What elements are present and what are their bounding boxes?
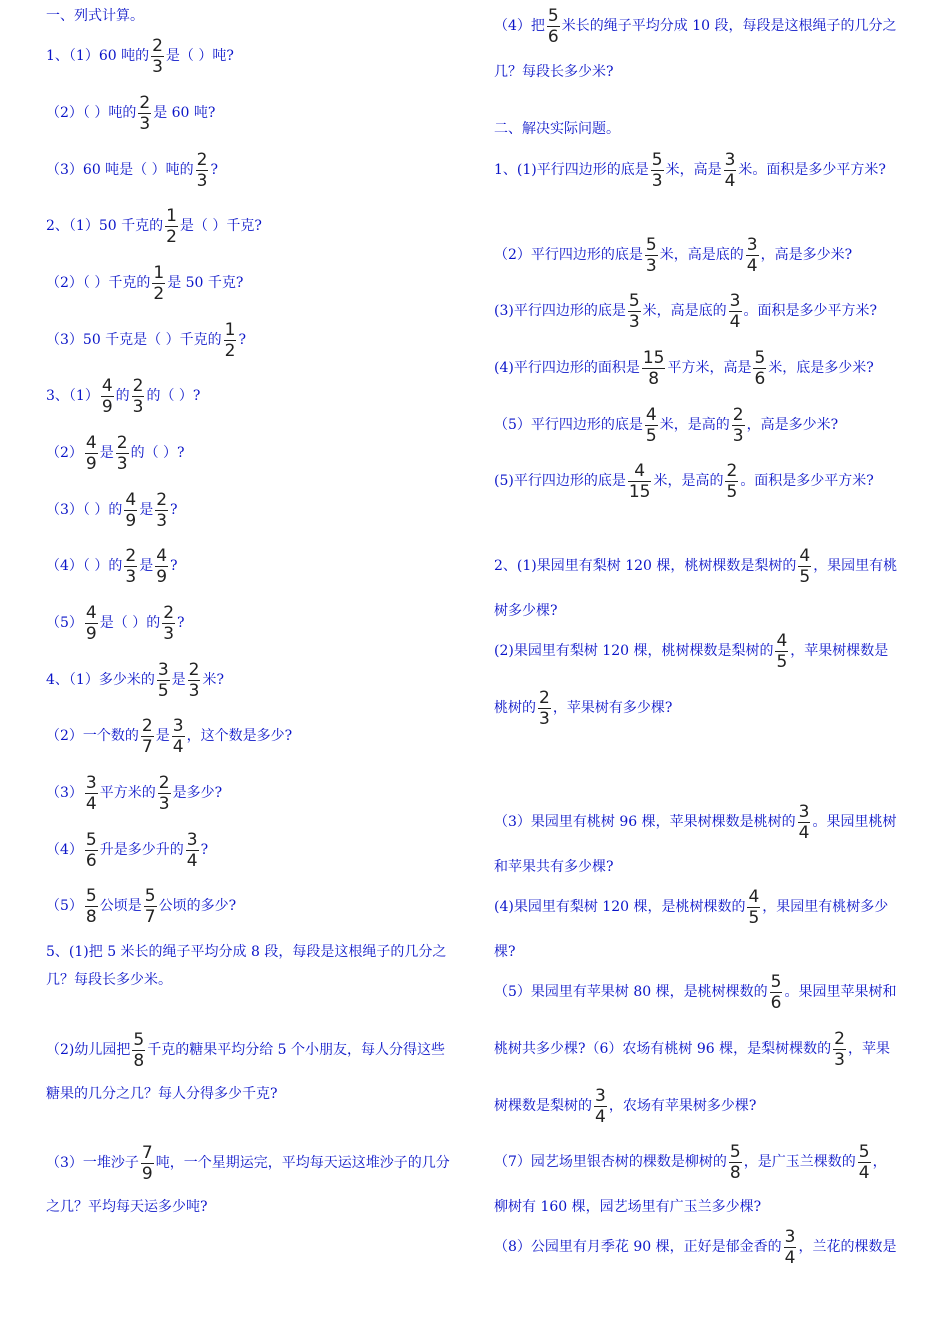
question-text: 4、（1）多少米的: [46, 672, 155, 688]
fraction: [188, 661, 201, 700]
question-text: ?: [200, 842, 209, 858]
fraction-numerator: 2: [539, 687, 550, 708]
fraction-numerator: 2: [141, 715, 153, 736]
fraction-denominator: 5: [726, 481, 738, 502]
question-line: [46, 85, 476, 141]
question-text: （4）把: [494, 18, 545, 34]
question-text: 。面积是多少平方米?: [743, 303, 878, 319]
fraction-numerator: 1: [153, 262, 165, 283]
question-text: 是: [139, 502, 154, 518]
fraction-numerator: 4: [125, 489, 137, 510]
fraction: [144, 887, 157, 926]
fraction-numerator: 4: [748, 886, 760, 907]
fraction-denominator: 2: [153, 283, 165, 304]
question-line: [494, 623, 924, 679]
question-text: 升是多少升的: [99, 842, 184, 858]
fraction-numerator: 2: [125, 545, 137, 566]
question-text: 3、（1）: [46, 388, 99, 404]
fraction-numerator: 5: [133, 1029, 145, 1050]
question-text: ，: [872, 1154, 887, 1170]
question-text: （5）平行四边形的底是: [494, 417, 643, 433]
question-text: 公顷的多少?: [158, 898, 237, 914]
question-text: （2）一个数的: [46, 728, 139, 744]
fraction-denominator: 9: [101, 396, 113, 417]
fraction-denominator: 2: [224, 340, 236, 361]
question-text: ，是广玉兰棵数的: [743, 1154, 856, 1170]
question-line: [494, 680, 924, 736]
fraction-numerator: 3: [595, 1085, 606, 1106]
question-text: ，高是多少米?: [746, 417, 839, 433]
fraction-denominator: 8: [85, 906, 97, 927]
fraction: [186, 831, 199, 870]
question-text: （3）一堆沙子: [46, 1155, 139, 1171]
fraction: [746, 236, 759, 275]
question-line: [494, 142, 924, 198]
fraction-denominator: 7: [144, 906, 156, 927]
fraction-numerator: 1: [166, 205, 177, 226]
fraction-numerator: 2: [158, 772, 170, 793]
fraction-denominator: 6: [770, 992, 782, 1013]
question-text: （4）: [46, 842, 83, 858]
question-text: （5）果园里有苹果树 80 棵，是桃树棵数的: [494, 984, 768, 1000]
question-text: （3）60 吨是（ ）吨的: [46, 162, 194, 178]
question-text: ?: [238, 332, 246, 348]
fraction-numerator: 2: [139, 92, 151, 113]
question-text: （2）（ ）吨的: [46, 105, 137, 121]
fraction-numerator: 2: [834, 1028, 845, 1049]
question-line: [46, 822, 476, 878]
question-text: （3）（ ）的: [46, 502, 123, 518]
fraction-denominator: 7: [141, 736, 153, 757]
fraction-denominator: 9: [141, 1163, 153, 1184]
question-text: 吨，一个星期运完，平均每天运这堆沙子的几分: [155, 1155, 450, 1171]
question-text: 是 60 吨?: [153, 105, 216, 121]
question-line: [46, 425, 476, 481]
fraction-numerator: 5: [729, 1141, 741, 1162]
question-text: 棵?: [494, 944, 516, 960]
fraction: [729, 1143, 742, 1182]
question-text: （5）: [46, 615, 83, 631]
fraction: [547, 7, 560, 46]
question-text: ，果园里有桃: [813, 558, 898, 574]
fraction-denominator: 3: [158, 793, 170, 814]
fraction: [85, 434, 98, 473]
question-text: ，农场有苹果树多少棵?: [608, 1098, 757, 1114]
fraction: [85, 887, 98, 926]
fraction-denominator: 4: [724, 170, 736, 191]
question-text: ?: [210, 162, 218, 178]
fraction-numerator: 15: [642, 347, 665, 368]
fraction: [833, 1030, 846, 1069]
question-text: 桃树共多少棵?（6）农场有桃树 96 棵，是梨树棵数的: [494, 1041, 832, 1057]
question-text: (3)平行四边形的底是: [494, 303, 626, 319]
question-text: 一、列式计算。: [46, 8, 144, 24]
fraction-denominator: 4: [858, 1162, 870, 1183]
question-text: 桃树的: [494, 700, 536, 716]
fraction-denominator: 3: [163, 623, 175, 644]
question-text: 糖果的几分之几？每人分得多少千克?: [46, 1086, 278, 1102]
fraction-numerator: 5: [651, 149, 663, 170]
fraction: [538, 689, 551, 728]
fraction: [784, 1228, 797, 1267]
question-text: 是: [155, 728, 170, 744]
question-line: [494, 453, 924, 509]
question-text: 米。面积是多少平方米?: [738, 162, 886, 178]
question-text: 米，高是底的: [642, 303, 727, 319]
fraction: [798, 803, 811, 842]
fraction: [157, 661, 170, 700]
fraction-denominator: 9: [85, 623, 97, 644]
fraction-denominator: 3: [188, 680, 200, 701]
fraction: [628, 462, 652, 501]
question-line: [46, 28, 476, 84]
question-line: [494, 1021, 924, 1077]
question-text: 几？每段长多少米?: [494, 64, 614, 80]
fraction-numerator: 4: [645, 404, 657, 425]
question-text: 之几？平均每天运多少吨?: [46, 1199, 208, 1215]
fraction: [645, 236, 658, 275]
question-line: [494, 340, 924, 396]
question-line: [46, 482, 476, 538]
fraction-denominator: 4: [798, 822, 810, 843]
question-text: 是 50 千克?: [167, 275, 244, 291]
fraction: [798, 547, 811, 586]
fraction: [85, 604, 98, 643]
fraction-denominator: 8: [648, 368, 660, 389]
fraction-numerator: 5: [628, 290, 640, 311]
fraction-denominator: 9: [156, 566, 168, 587]
fraction-numerator: 2: [732, 404, 744, 425]
fraction-denominator: 5: [799, 566, 811, 587]
question-text: 。面积是多少平方米?: [740, 473, 874, 489]
fraction: [101, 377, 114, 416]
question-line: [46, 142, 476, 198]
question-text: 。果园里苹果树和: [784, 984, 897, 1000]
question-text: 二、解决实际问题。: [494, 121, 620, 137]
fraction-denominator: 8: [729, 1162, 741, 1183]
fraction-numerator: 4: [634, 460, 646, 481]
fraction: [162, 604, 175, 643]
question-text: 1、（1）60 吨的: [46, 48, 150, 64]
fraction: [151, 37, 164, 76]
question-text: 是多少?: [172, 785, 223, 801]
question-text: ?: [170, 502, 178, 518]
fraction-denominator: 4: [172, 736, 184, 757]
question-text: （2）: [46, 445, 83, 461]
fraction-denominator: 3: [732, 425, 744, 446]
question-text: ，苹果: [847, 1041, 890, 1057]
fraction-numerator: 4: [85, 602, 97, 623]
fraction-denominator: 3: [116, 453, 128, 474]
fraction: [732, 406, 745, 445]
fraction: [196, 151, 209, 190]
fraction-numerator: 5: [645, 234, 657, 255]
fraction: [594, 1087, 607, 1126]
fraction: [858, 1143, 871, 1182]
question-line: [494, 397, 924, 453]
question-line: [46, 765, 476, 821]
question-text: （2）（ ）千克的: [46, 275, 151, 291]
question-line: [494, 227, 924, 283]
fraction-numerator: 4: [101, 375, 113, 396]
question-text: ，这个数是多少?: [186, 728, 293, 744]
fraction: [628, 292, 641, 331]
question-text: （3）果园里有桃树 96 棵，苹果树棵数是桃树的: [494, 814, 796, 830]
fraction: [725, 462, 738, 501]
fraction: [775, 632, 788, 671]
question-line: [46, 312, 476, 368]
fraction-numerator: 3: [798, 801, 810, 822]
fraction-numerator: 5: [144, 885, 156, 906]
question-text: 米，是高的: [659, 417, 730, 433]
question-line: [46, 255, 476, 311]
fraction: [132, 377, 145, 416]
question-line: [494, 964, 924, 1020]
fraction: [116, 434, 129, 473]
question-text: 米，高是: [665, 162, 722, 178]
fraction: [85, 831, 98, 870]
fraction-numerator: 1: [224, 319, 236, 340]
fraction-denominator: 3: [132, 396, 144, 417]
question-text: ?: [170, 558, 178, 574]
fraction: [724, 151, 737, 190]
fraction-numerator: 3: [172, 715, 184, 736]
fraction: [642, 349, 666, 388]
question-line: [46, 198, 476, 254]
question-line: [46, 1179, 476, 1235]
question-text: 米，高是底的: [659, 247, 744, 263]
fraction: [651, 151, 664, 190]
fraction-denominator: 3: [152, 56, 163, 77]
question-text: ，果园里有桃树多少: [762, 899, 889, 915]
question-line: [494, 1078, 924, 1134]
fraction-denominator: 4: [784, 1247, 796, 1268]
fraction-numerator: 2: [188, 659, 200, 680]
fraction-denominator: 6: [754, 368, 766, 389]
question-text: 千克的糖果平均分给 5 个小朋友，每人分得这些: [147, 1042, 446, 1058]
question-text: 米，底是多少米?: [768, 360, 874, 376]
fraction-numerator: 4: [156, 545, 168, 566]
fraction-numerator: 5: [547, 5, 559, 26]
fraction-numerator: 4: [776, 630, 788, 651]
fraction-denominator: 3: [156, 510, 168, 531]
question-text: 平方米，高是: [667, 360, 752, 376]
fraction-numerator: 2: [132, 375, 144, 396]
question-text: 5、(1)把 5 米长的绳子平均分成 8 段，每段是这根绳子的几分之: [46, 944, 447, 960]
question-text: 是: [99, 445, 114, 461]
question-text: (4)果园里有梨树 120 棵，是桃树棵数的: [494, 899, 746, 915]
fraction-denominator: 3: [539, 708, 550, 729]
fraction-denominator: 6: [547, 26, 559, 47]
fraction-denominator: 3: [651, 170, 663, 191]
question-text: 的: [115, 388, 130, 404]
fraction-numerator: 5: [858, 1141, 870, 1162]
fraction-denominator: 15: [628, 481, 651, 502]
fraction: [155, 491, 168, 530]
fraction-numerator: 2: [726, 460, 738, 481]
question-text: (5)平行四边形的底是: [494, 473, 626, 489]
question-text: 的（ ）?: [130, 445, 185, 461]
question-text: 是（ ）吨?: [165, 48, 234, 64]
question-text: （5）: [46, 898, 83, 914]
question-line: [46, 1066, 476, 1122]
question-line: [46, 595, 476, 651]
fraction-denominator: 3: [196, 170, 208, 191]
fraction-denominator: 3: [645, 255, 657, 276]
fraction-numerator: 5: [770, 971, 782, 992]
question-line: [46, 652, 476, 708]
fraction-numerator: 2: [156, 489, 168, 510]
question-line: [46, 538, 476, 594]
question-text: 是: [171, 672, 186, 688]
fraction-numerator: 3: [746, 234, 758, 255]
fraction: [85, 774, 98, 813]
question-text: （3）: [46, 785, 83, 801]
fraction-denominator: 3: [125, 566, 137, 587]
fraction-denominator: 8: [133, 1050, 145, 1071]
fraction-denominator: 4: [746, 255, 758, 276]
fraction: [124, 491, 137, 530]
question-text: 米，是高的: [653, 473, 724, 489]
question-text: （7）园艺场里银杏树的棵数是柳树的: [494, 1154, 727, 1170]
fraction-numerator: 7: [141, 1142, 153, 1163]
fraction-numerator: 3: [186, 829, 198, 850]
fraction: [172, 717, 185, 756]
fraction-numerator: 2: [116, 432, 128, 453]
fraction: [132, 1031, 145, 1070]
fraction-numerator: 4: [799, 545, 811, 566]
question-text: 2、（1）50 千克的: [46, 218, 164, 234]
question-text: 是: [139, 558, 154, 574]
fraction-denominator: 2: [166, 226, 177, 247]
question-line: [494, 283, 924, 339]
fraction-numerator: 3: [85, 772, 97, 793]
question-text: (4)平行四边形的面积是: [494, 360, 640, 376]
fraction-numerator: 5: [754, 347, 766, 368]
question-text: （3）50 千克是（ ）千克的: [46, 332, 222, 348]
question-line: [46, 708, 476, 764]
question-text: 。果园里桃树: [812, 814, 897, 830]
fraction: [152, 264, 165, 303]
fraction: [645, 406, 658, 445]
question-line: [46, 368, 476, 424]
fraction-denominator: 4: [186, 850, 198, 871]
fraction-denominator: 4: [729, 311, 741, 332]
fraction-denominator: 5: [645, 425, 657, 446]
fraction-denominator: 9: [125, 510, 137, 531]
fraction-denominator: 5: [157, 680, 169, 701]
fraction-denominator: 4: [595, 1106, 606, 1127]
fraction-denominator: 9: [85, 453, 97, 474]
fraction: [770, 973, 783, 1012]
question-text: 平方米的: [99, 785, 156, 801]
fraction-denominator: 3: [139, 113, 151, 134]
question-text: ，兰花的棵数是: [798, 1239, 897, 1255]
fraction-denominator: 6: [85, 850, 97, 871]
fraction-denominator: 5: [748, 907, 760, 928]
question-text: 柳树有 160 棵，园艺场里有广玉兰多少棵?: [494, 1199, 762, 1215]
question-text: ，苹果树棵数是: [790, 643, 889, 659]
question-text: 米?: [202, 672, 224, 688]
question-text: （2)幼儿园把: [46, 1042, 131, 1058]
question-line: [46, 952, 476, 1008]
fraction-numerator: 2: [196, 149, 208, 170]
question-text: 的（ ）?: [146, 388, 201, 404]
question-text: 米长的绳子平均分成 10 段，每段是这根绳子的几分之: [561, 18, 897, 34]
fraction-numerator: 3: [157, 659, 169, 680]
question-text: ?: [177, 615, 185, 631]
question-text: 和苹果共有多少棵?: [494, 859, 614, 875]
question-text: （2）平行四边形的底是: [494, 247, 643, 263]
question-text: 树多少棵?: [494, 603, 558, 619]
fraction: [138, 94, 151, 133]
fraction: [729, 292, 742, 331]
fraction: [141, 717, 154, 756]
question-text: 2、(1)果园里有梨树 120 棵，桃树棵数是梨树的: [494, 558, 797, 574]
fraction-denominator: 5: [776, 651, 788, 672]
fraction-numerator: 3: [724, 149, 736, 170]
fraction-numerator: 2: [152, 35, 163, 56]
fraction-numerator: 5: [85, 885, 97, 906]
fraction: [141, 1144, 154, 1183]
fraction-numerator: 2: [163, 602, 175, 623]
fraction: [155, 547, 168, 586]
question-line: [494, 44, 924, 100]
fraction-denominator: 3: [628, 311, 640, 332]
question-text: ，高是多少米?: [760, 247, 853, 263]
question-text: 树棵数是梨树的: [494, 1098, 592, 1114]
question-text: （4）（ ）的: [46, 558, 123, 574]
question-text: 是（ ）的: [99, 615, 161, 631]
fraction: [747, 888, 760, 927]
fraction-numerator: 3: [729, 290, 741, 311]
fraction-numerator: 5: [85, 829, 97, 850]
question-text: ，苹果树有多少棵?: [552, 700, 673, 716]
fraction: [224, 321, 237, 360]
fraction: [124, 547, 137, 586]
fraction: [165, 207, 178, 246]
fraction-numerator: 3: [784, 1226, 796, 1247]
question-text: (2)果园里有梨树 120 棵，桃树棵数是梨树的: [494, 643, 774, 659]
fraction: [753, 349, 766, 388]
question-text: 是（ ）千克?: [179, 218, 262, 234]
fraction: [158, 774, 171, 813]
question-text: 几？每段长多少米。: [46, 972, 172, 988]
question-line: [494, 1219, 924, 1275]
fraction-denominator: 4: [85, 793, 97, 814]
fraction-numerator: 4: [85, 432, 97, 453]
question-text: 1、(1)平行四边形的底是: [494, 162, 649, 178]
question-text: 公顷是: [99, 898, 142, 914]
fraction-denominator: 3: [834, 1049, 845, 1070]
question-text: （8）公园里有月季花 90 棵，正好是郁金香的: [494, 1239, 782, 1255]
